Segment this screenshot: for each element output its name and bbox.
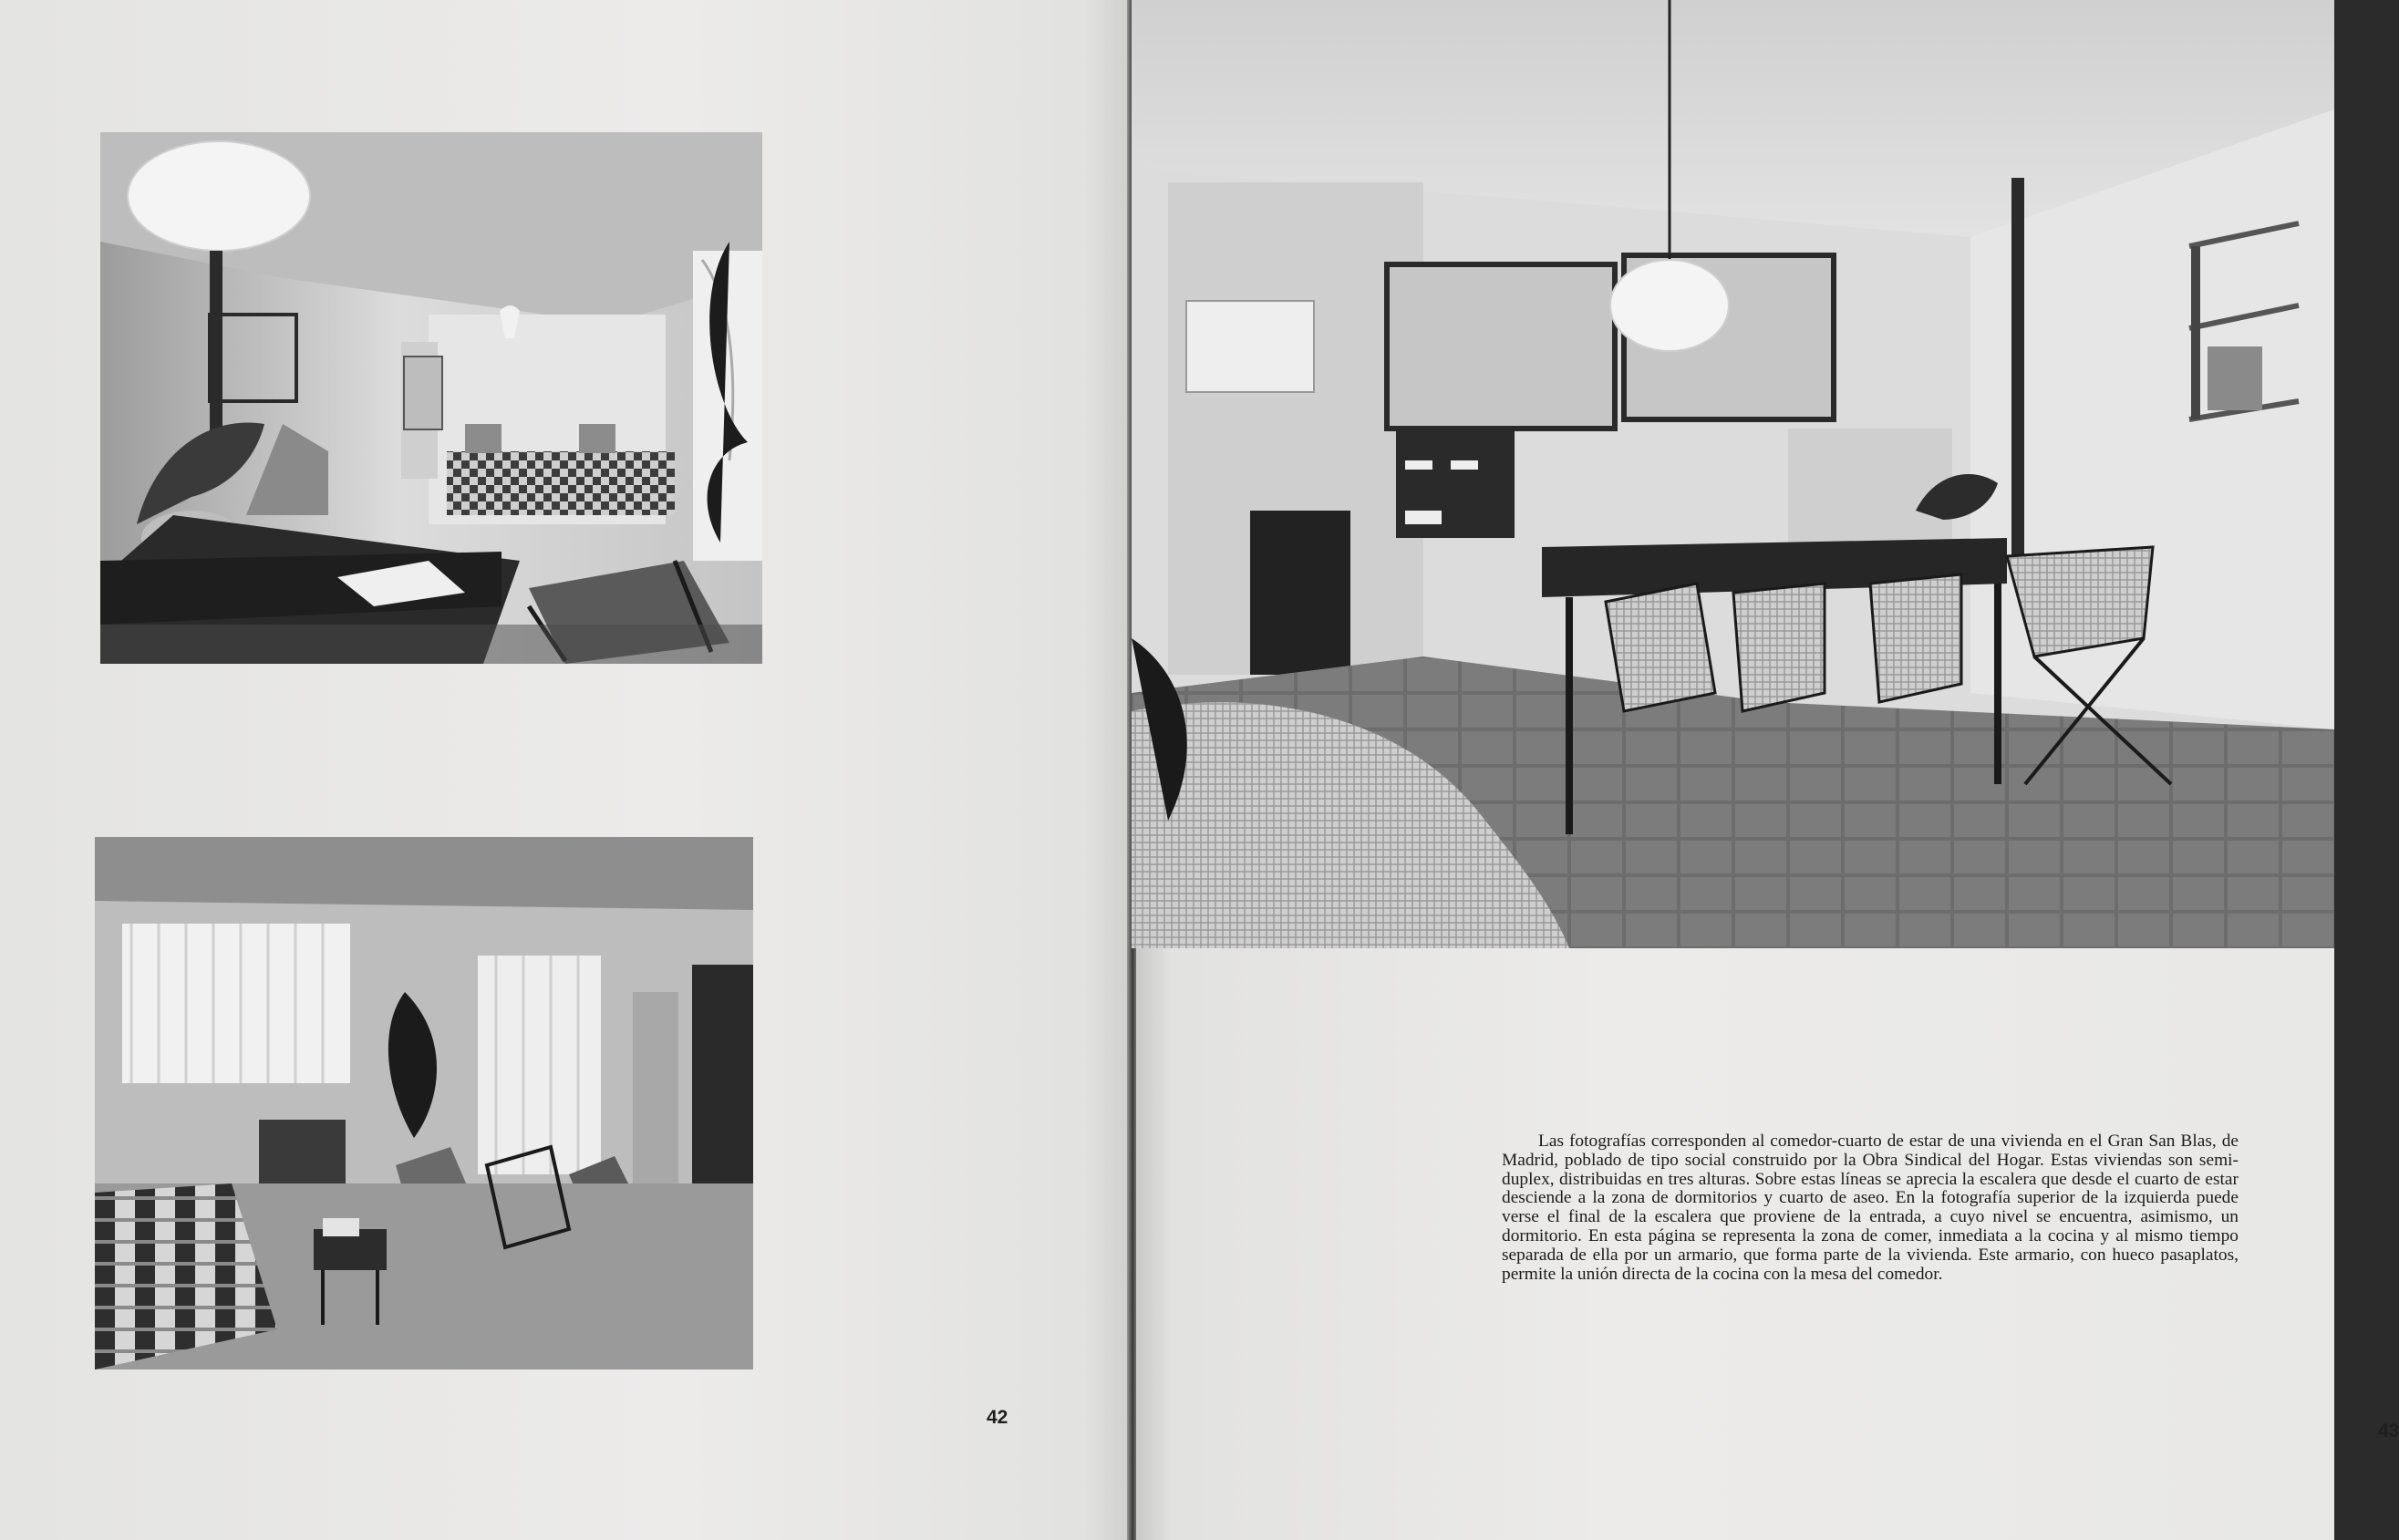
page-number-right: 43 (2378, 1421, 2399, 1442)
dining-room-photo (1132, 0, 2334, 948)
living-room-upper-image (100, 132, 762, 664)
living-room-lower-image (95, 837, 753, 1369)
page-number-left: 42 (987, 1407, 1008, 1428)
left-page (0, 0, 1129, 1540)
living-room-upper-photo (100, 132, 762, 664)
caption-text: Las fotografías corresponden al comedor-cuarto de estar de una vivienda en el Gran San Blas, de Madrid, poblado de tipo social construido por la Obra Sindical del Hogar. Estas viviendas son semi-duplex, distribuidas en tres alturas. Sobre estas líneas se aprecia la escalera que desde el cuarto de estar desciende a la zona de dormitorios y cuarto de aseo. En la fotografía superior de la izquierda puede verse el final de la escalera que proviene de la entrada, a cuyo nivel se encuentra, asimismo, un dormitorio. En esta página se representa la zona de comer, inmediata a la cocina y al mismo tiempo separada de ella por un armario, que forma parte de la vivienda. Este armario, con hueco pasaplatos, permite la unión directa de la cocina con la mesa del comedor. (1502, 1132, 2239, 1284)
dining-room-image (1132, 0, 2334, 948)
living-room-lower-photo (95, 837, 753, 1369)
